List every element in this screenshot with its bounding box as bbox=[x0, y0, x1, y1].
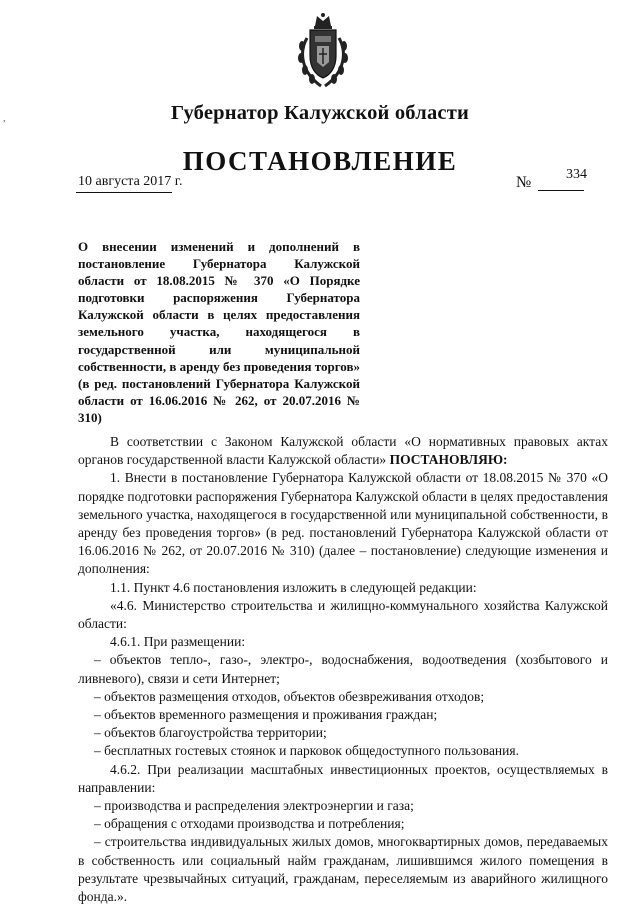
scan-mark: , bbox=[3, 113, 6, 124]
number-underline bbox=[538, 190, 584, 191]
paragraph-text: В соответствии с Законом Калужской области «О нормативных правовых актах органов государственной власти Калужской области» bbox=[78, 434, 608, 468]
document-type-title: ПОСТАНОВЛЕНИЕ bbox=[182, 146, 458, 176]
body-paragraph: 4.6.2. При реализации масштабных инвестиционных проектов, осуществляемых в направлении: bbox=[78, 761, 608, 795]
body-paragraph: «4.6. Министерство строительства и жилищно-коммунального хозяйства Калужской области: bbox=[78, 597, 608, 632]
body-paragraph: 4.6.1. При размещении: bbox=[110, 634, 246, 650]
list-item: – объектов благоустройства территории; bbox=[94, 725, 327, 741]
list-item: – обращения с отходами производства и потребления; bbox=[94, 816, 405, 832]
body-paragraph bbox=[78, 433, 608, 469]
resolution-keyword: ПОСТАНОВЛЯЮ: bbox=[389, 452, 508, 468]
list-item: – объектов тепло-, газо-, электро-, водоснабжения, водоотведения (хозбытового и ливневого), связи и сети Интернет; bbox=[78, 652, 608, 686]
body-paragraph: 1.1. Пункт 4.6 постановления изложить в следующей редакции: bbox=[110, 579, 477, 595]
number-label: № bbox=[516, 174, 532, 191]
authority-title: Губернатор Калужской области bbox=[171, 102, 469, 124]
document-date: 10 августа 2017 г. bbox=[78, 174, 183, 189]
list-item: – объектов временного размещения и проживания граждан; bbox=[94, 707, 438, 723]
list-item: – бесплатных гостевых стоянок и парковок общедоступного пользования. bbox=[94, 743, 519, 759]
kaluga-region-coat-of-arms-icon bbox=[293, 12, 353, 90]
document-body bbox=[78, 433, 608, 906]
list-item: – объектов размещения отходов, объектов обезвреживания отходов; bbox=[94, 688, 485, 704]
list-item: – строительства индивидуальных жилых домов, многоквартирных домов, передаваемых в собственность или социальный найм гражданам, лишившимся жилого помещения в результате чрезвычайных ситуаций, гражданам, переселяемым из аварийного жилищного фонда.». bbox=[78, 834, 608, 905]
date-underline bbox=[76, 192, 172, 193]
document-number: 334 bbox=[566, 167, 587, 182]
list-item: – производства и распределения электроэнергии и газа; bbox=[94, 798, 414, 814]
document-subject: О внесении изменений и дополнений в постановление Губернатора Калужской области от 18.08.2015 № 370 «О Порядке подготовки распоряжения Губернатора Калужской области в целях предоставления земельного участка, находящегося в государственной или муниципальной собственности, в аренду без проведения торгов» (в ред. постановлений Губернатора Калужской области от 16.06.2016 № 262, от 20.07.2016 № 310) bbox=[78, 239, 360, 425]
body-paragraph: 1. Внести в постановление Губернатора Калужской области от 18.08.2015 № 370 «О порядке подготовки распоряжения Губернатора Калужской области в целях предоставления земельного участка, находящегося в государственной или муниципальной собственности, в аренду без проведения торгов» (в ред. постановлений Губернатора Калужской области от 16.06.2016 № 262, от 20.07.2016 № 310) (далее – постановление) следующие изменения и дополнения: bbox=[78, 470, 608, 577]
